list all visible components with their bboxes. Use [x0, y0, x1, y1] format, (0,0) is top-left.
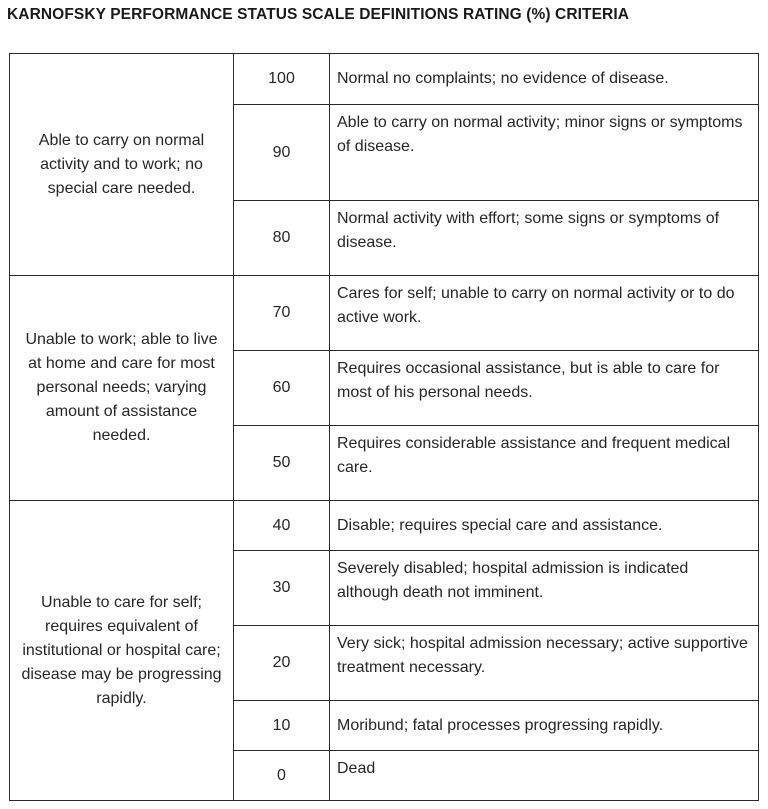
- rating-cell: 70: [234, 276, 330, 351]
- criteria-cell: Dead: [330, 751, 759, 801]
- criteria-cell: Severely disabled; hospital admission is indicated although death not imminent.: [330, 551, 759, 626]
- criteria-cell: Disable; requires special care and assistance.: [330, 501, 759, 551]
- group-label: Unable to work; able to live at home and care for most personal needs; varying amount of assistance needed.: [10, 276, 234, 501]
- rating-cell: 80: [234, 201, 330, 276]
- criteria-cell: Normal activity with effort; some signs or symptoms of disease.: [330, 201, 759, 276]
- criteria-cell: Moribund; fatal processes progressing rapidly.: [330, 701, 759, 751]
- group-label: Able to carry on normal activity and to work; no special care needed.: [10, 54, 234, 276]
- rating-cell: 0: [234, 751, 330, 801]
- criteria-cell: Requires considerable assistance and frequent medical care.: [330, 426, 759, 501]
- rating-cell: 10: [234, 701, 330, 751]
- table-row: [10, 501, 759, 551]
- table-row: [10, 54, 759, 105]
- karnofsky-table: [9, 53, 759, 801]
- rating-cell: 60: [234, 351, 330, 426]
- criteria-cell: Requires occasional assistance, but is able to care for most of his personal needs.: [330, 351, 759, 426]
- rating-cell: 30: [234, 551, 330, 626]
- criteria-cell: Normal no complaints; no evidence of disease.: [330, 54, 759, 105]
- criteria-cell: Cares for self; unable to carry on normal activity or to do active work.: [330, 276, 759, 351]
- page-title: KARNOFSKY PERFORMANCE STATUS SCALE DEFINITIONS RATING (%) CRITERIA: [7, 6, 630, 23]
- rating-cell: 40: [234, 501, 330, 551]
- table-row: [10, 276, 759, 351]
- rating-cell: 20: [234, 626, 330, 701]
- rating-cell: 100: [234, 54, 330, 105]
- rating-cell: 50: [234, 426, 330, 501]
- criteria-cell: Very sick; hospital admission necessary; active supportive treatment necessary.: [330, 626, 759, 701]
- criteria-cell: Able to carry on normal activity; minor signs or symptoms of disease.: [330, 105, 759, 201]
- group-label: Unable to care for self; requires equivalent of institutional or hospital care; disease may be progressing rapidly.: [10, 501, 234, 801]
- rating-cell: 90: [234, 105, 330, 201]
